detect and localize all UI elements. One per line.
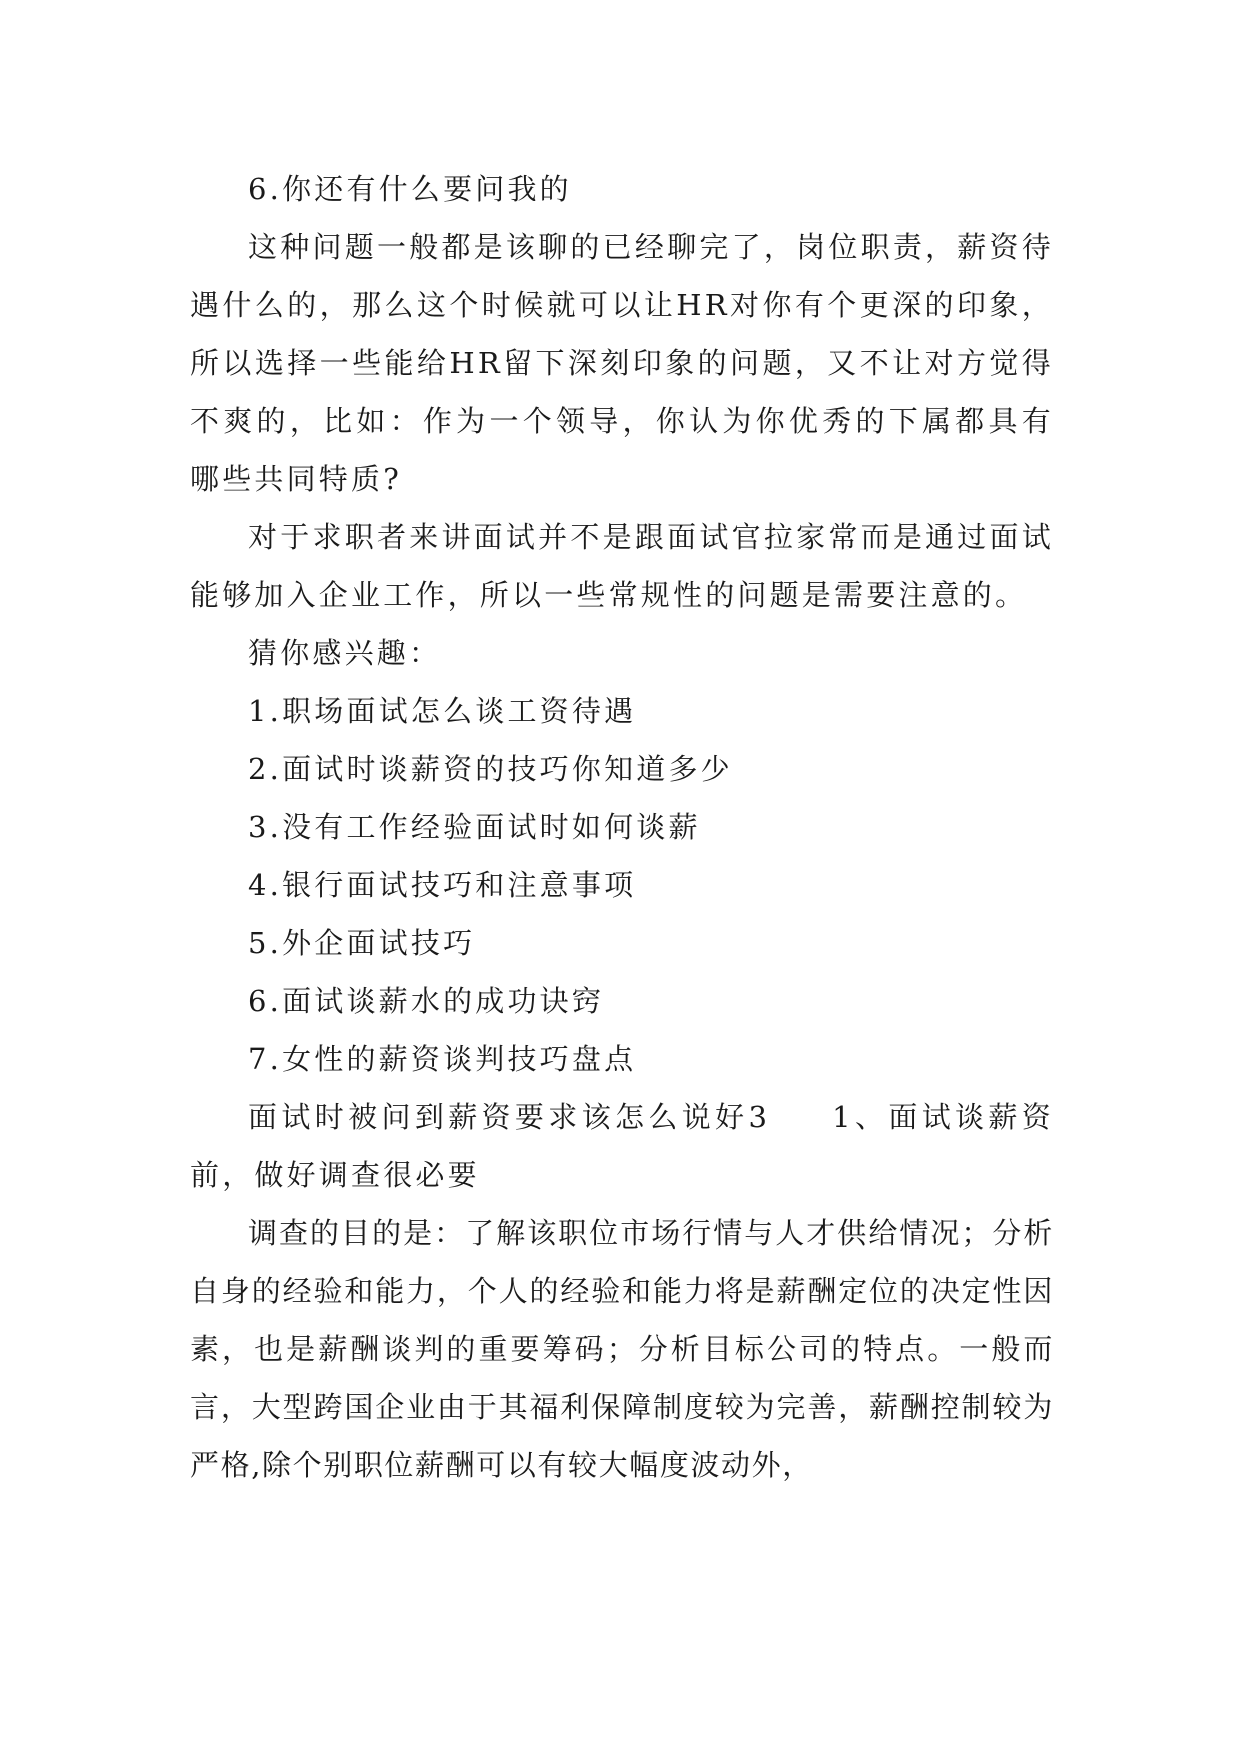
document-body	[190, 160, 1054, 1494]
related-item: 2.面试时谈薪资的技巧你知道多少	[248, 752, 733, 786]
paragraph: 对于求职者来讲面试并不是跟面试官拉家常而是通过面试能够加入企业工作，所以一些常规性的问题是需要注意的。	[190, 520, 1054, 612]
related-list	[190, 682, 1054, 1088]
section-heading: 6.你还有什么要问我的	[248, 172, 572, 206]
related-item: 4.银行面试技巧和注意事项	[248, 868, 637, 902]
related-item: 3.没有工作经验面试时如何谈薪	[248, 810, 701, 844]
paragraph: 这种问题一般都是该聊的已经聊完了，岗位职责，薪资待遇什么的，那么这个时候就可以让HR对你有个更深的印象，所以选择一些能给HR留下深刻印象的问题，又不让对方觉得不爽的，比如：作为一个领导，你认为你优秀的下属都具有哪些共同特质?	[190, 230, 1054, 496]
article-heading	[190, 1088, 1054, 1204]
paragraph: 调查的目的是：了解该职位市场行情与人才供给情况；分析自身的经验和能力，个人的经验和能力将是薪酬定位的决定性因素，也是薪酬谈判的重要筹码；分析目标公司的特点。一般而言，大型跨国企业由于其福利保障制度较为完善，薪酬控制较为严格,除个别职位薪酬可以有较大幅度波动外，	[190, 1216, 1054, 1482]
related-item: 1.职场面试怎么谈工资待遇	[248, 694, 637, 728]
point-title: 1、面试谈薪资前，做好调查很必要	[190, 1100, 1054, 1192]
related-item: 7.女性的薪资谈判技巧盘点	[248, 1042, 637, 1076]
related-heading: 猜你感兴趣：	[248, 636, 442, 670]
related-item: 5.外企面试技巧	[248, 926, 476, 960]
related-item: 6.面试谈薪水的成功诀窍	[248, 984, 605, 1018]
article-title: 面试时被问到薪资要求该怎么说好3	[248, 1100, 771, 1134]
